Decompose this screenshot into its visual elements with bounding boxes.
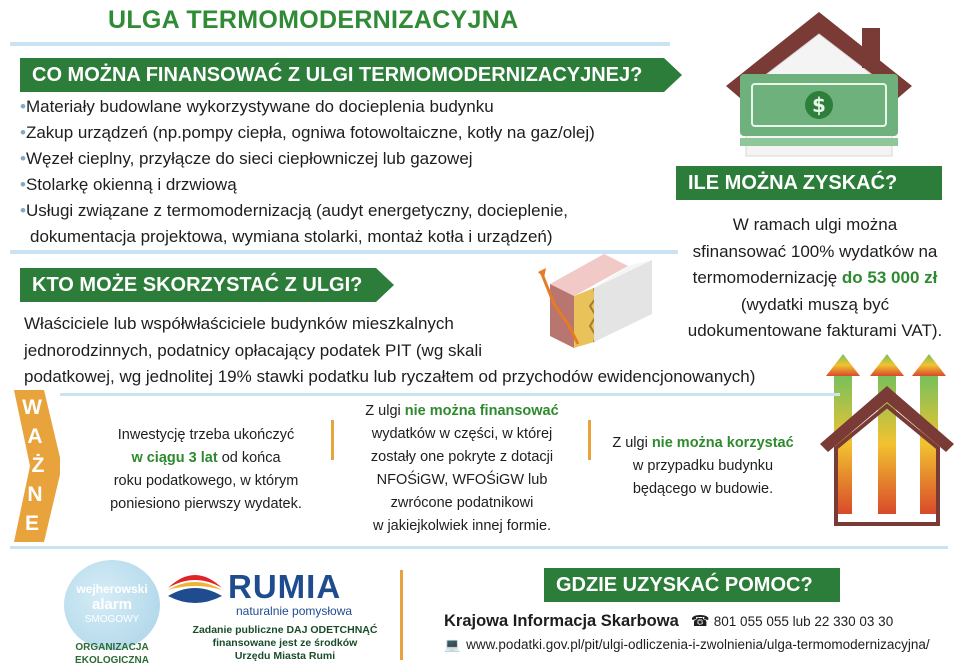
- rumia-name: RUMIA: [228, 568, 342, 605]
- help-contact: [444, 612, 893, 631]
- svg-text:$: $: [812, 93, 826, 117]
- important-separator: [588, 420, 591, 460]
- banner-arrow: [376, 268, 394, 302]
- important-box-construction: Z ulgi nie można korzystać w przypadku budynku będącego w budowie.: [612, 435, 794, 497]
- important-letter: W: [22, 396, 42, 419]
- gain-heading-banner: [676, 166, 942, 200]
- alarm-caption: ORGANIZACJA EKOLOGICZNA: [75, 642, 149, 666]
- help-heading-banner: [544, 568, 840, 602]
- important-letter: N: [27, 483, 43, 506]
- help-heading: GDZIE UZYSKAĆ POMOC?: [556, 573, 813, 596]
- finance-list: [20, 94, 595, 250]
- title-rule: [10, 42, 670, 46]
- house-money-icon: [712, 6, 926, 164]
- list-item: •Zakup urządzeń (np.pompy ciepła, ogniwa fotowoltaiczne, kotły na gaz/olej): [20, 123, 595, 142]
- finance-heading: CO MOŻNA FINANSOWAĆ Z ULGI TERMOMODERNIZACYJNEJ?: [32, 63, 643, 86]
- phone-icon: ☎: [690, 613, 710, 630]
- financing-highlight: nie można finansować: [404, 403, 559, 419]
- list-item: •Stolarkę okienną i drzwiową: [20, 175, 237, 194]
- important-letter: A: [27, 425, 43, 448]
- page-title: ULGA TERMOMODERNIZACYJNA: [108, 6, 519, 34]
- important-letter: Ż: [31, 454, 45, 477]
- help-org: Krajowa Informacja Skarbowa: [444, 612, 679, 630]
- list-item: •Materiały budowlane wykorzystywane do docieplenia budynku: [20, 97, 494, 116]
- finance-heading-banner: [20, 58, 664, 92]
- rumia-logo-icon: [166, 566, 224, 610]
- deadline-highlight: w ciągu 3 lat: [131, 450, 218, 466]
- help-phone: 801 055 055 lub 22 330 03 30: [713, 614, 894, 629]
- list-item-continuation: dokumentacja projektowa, wymiana stolarki, montaż kotła i urządzeń): [30, 227, 553, 246]
- who-heading: KTO MOŻE SKORZYSTAĆ Z ULGI?: [32, 273, 363, 296]
- house-heat-icon: [814, 352, 960, 532]
- footer-separator: [400, 570, 403, 660]
- help-url[interactable]: www.podatki.gov.pl/pit/ulgi-odliczenia-i-zwolnienia/ulga-termomodernizacyjna/: [466, 637, 930, 652]
- wall-insulation-icon: [534, 244, 658, 354]
- rumia-tagline: naturalnie pomysłowa: [236, 604, 353, 618]
- important-box-deadline: Inwestycję trzeba ukończyć w ciągu 3 lat od końca roku podatkowego, w którym poniesiono pierwszy wydatek.: [110, 427, 302, 512]
- important-rule-top: [60, 393, 840, 396]
- gain-amount: do 53 000 zł: [841, 268, 938, 287]
- important-rule-bottom: [10, 546, 948, 549]
- computer-icon: 💻: [444, 637, 461, 652]
- funding-note: Zadanie publiczne DAJ ODETCHNĄĆ finansowane jest ze środków Urzędu Miasta Rumi: [192, 624, 378, 662]
- important-box-financing: Z ulgi nie można finansować wydatków w części, w której zostały one pokryte z dotacji NFOŚiGW, WFOŚiGW lub zwrócone podatnikowi w jakiejkolwiek innej formie.: [365, 403, 559, 534]
- list-item: •Węzeł cieplny, przyłącze do sieci ciepłowniczej lub gazowej: [20, 149, 473, 168]
- list-item: •Usługi związane z termomodernizacją (audyt energetyczny, docieplenie,: [20, 201, 569, 220]
- banner-arrow: [664, 58, 682, 92]
- who-heading-banner: [20, 268, 376, 302]
- important-separator: [331, 420, 334, 460]
- gain-heading: ILE MOŻNA ZYSKAĆ?: [688, 171, 898, 194]
- help-website: [444, 636, 930, 653]
- construction-highlight: nie można korzystać: [651, 435, 794, 451]
- alarm-smogowy-logo: wejherowski alarm SMOGOWY: [64, 560, 160, 650]
- important-letter: E: [24, 512, 39, 535]
- who-description: Właściciele lub współwłaściciele budynków mieszkalnych jednorodzinnych, podatnicy opłacający podatek PIT (wg skali podatkowej, wg jednolitej 19% stawki podatku lub ryczałtem od przychodów ewidencjonowanych): [24, 314, 756, 386]
- gain-description: W ramach ulgi można sfinansować 100% wydatków na termomodernizację do 53 000 zł (wydatki muszą być udokumentowane fakturami VAT).: [687, 215, 943, 340]
